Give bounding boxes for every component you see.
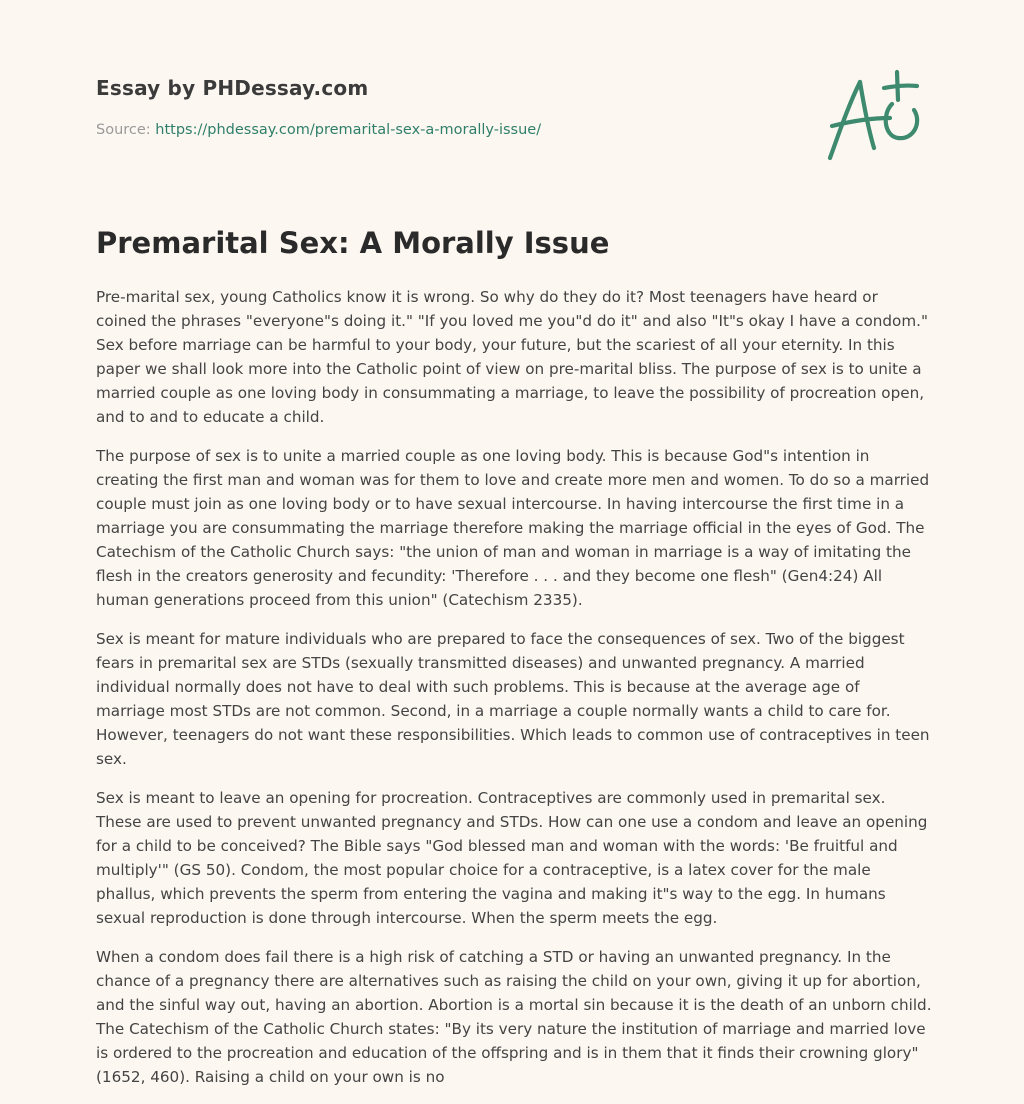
essay-paragraph: Pre-marital sex, young Catholics know it is wrong. So why do they do it? Most teenagers have heard or coined the phrases "everyone"s doing it." "If you loved me you"d do it" and also "It"s okay I have a condom." Sex before marriage can be harmful to your body, your future, but the scariest of all your eternity. In this paper we shall look more into the Catholic point of view on pre-marital bliss. The purpose of sex is to unite a married couple as one loving body in consummating a marriage, to leave the possibility of procreation open, and to and to educate a child.: [96, 288, 928, 426]
essay-paragraph: Sex is meant to leave an opening for procreation. Contraceptives are commonly used in premarital sex. These are used to prevent unwanted pregnancy and STDs. How can one use a condom and leave an opening for a child to be conceived? The Bible says "God blessed man and woman with the words: 'Be fruitful and multiply'" (GS 50). Condom, the most popular choice for a contraceptive, is a latex cover for the male phallus, which prevents the sperm from entering the vagina and making it"s way to the egg. In humans sexual reproduction is done through intercourse. When the sperm meets the egg.: [96, 789, 928, 927]
a-plus-grade-icon: [818, 66, 930, 166]
source-label: Source:: [96, 122, 156, 138]
essay-title: Premarital Sex: A Morally Issue: [96, 226, 610, 260]
site-brand: Essay by PHDessay.com: [96, 76, 369, 100]
essay-paragraph: The purpose of sex is to unite a married couple as one loving body. This is because God"s intention in creating the first man and woman was for them to love and create more men and women. To do so a married couple must join as one loving body or to have sexual intercourse. In having intercourse the first time in a marriage you are consummating the marriage therefore making the marriage official in the eyes of God. The Catechism of the Catholic Church says: "the union of man and woman in marriage is a way of imitating the flesh in the creators generosity and fecundity: 'Therefore . . . and they become one flesh" (Gen4:24) All human generations proceed from this union" (Catechism 2335).: [96, 447, 930, 609]
source-link[interactable]: https://phdessay.com/premarital-sex-a-morally-issue/: [155, 122, 542, 138]
page-header: [96, 76, 596, 138]
essay-body: [96, 285, 932, 1104]
essay-paragraph: When a condom does fail there is a high risk of catching a STD or having an unwanted pregnancy. In the chance of a pregnancy there are alternatives such as raising the child on your own, giving it up for abortion, and the sinful way out, having an abortion. Abortion is a mortal sin because it is the death of an unborn child. The Catechism of the Catholic Church states: "By its very nature the institution of marriage and married love is ordered to the procreation and education of the offspring and is in them that it finds their crowning glory" (1652, 460). Raising a child on your own is no: [96, 948, 932, 1086]
source-line: [96, 122, 596, 138]
essay-paragraph: Sex is meant for mature individuals who are prepared to face the consequences of sex. Two of the biggest fears in premarital sex are STDs (sexually transmitted diseases) and unwanted pregnancy. A married individual normally does not have to deal with such problems. This is because at the average age of marriage most STDs are not common. Second, in a marriage a couple normally wants a child to care for. However, teenagers do not want these responsibilities. Which leads to common use of contraceptives in teen sex.: [96, 630, 930, 768]
